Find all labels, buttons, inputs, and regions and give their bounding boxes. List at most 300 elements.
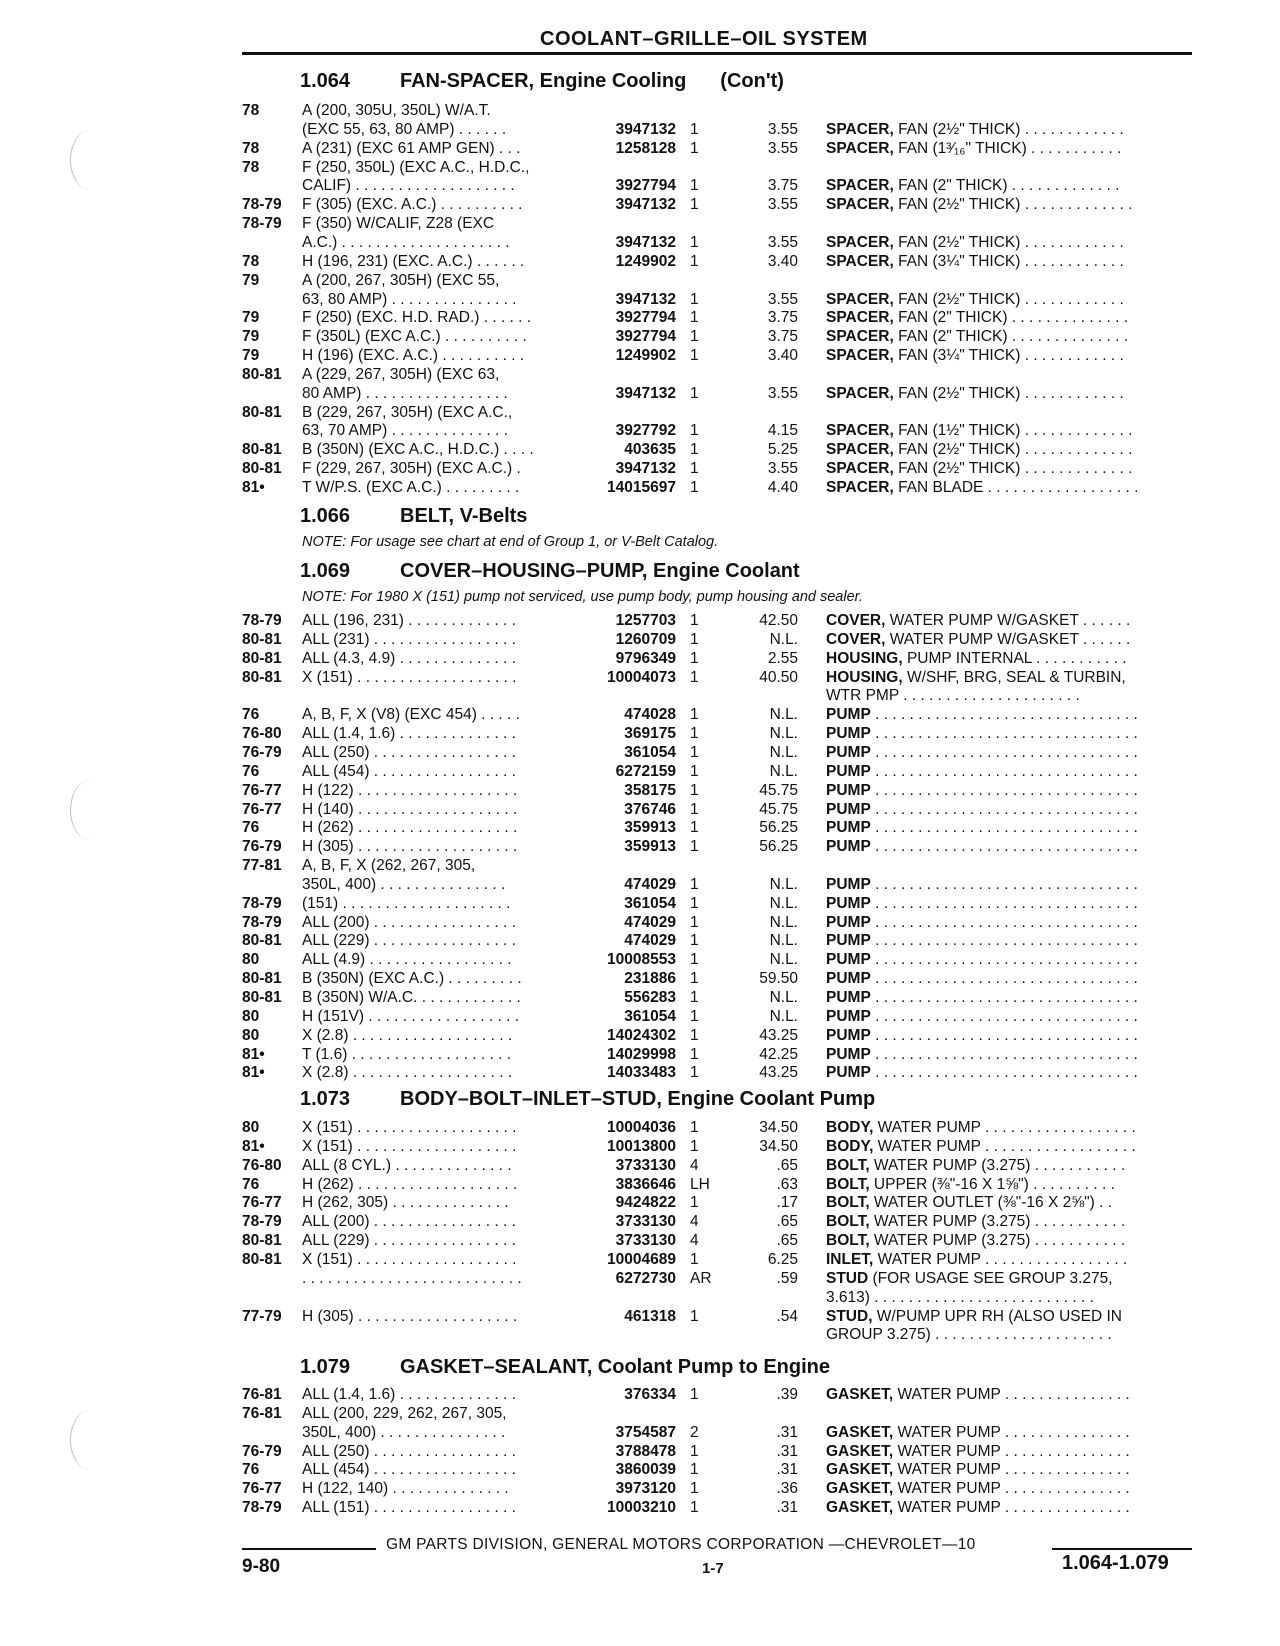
model-years: 81• — [242, 1064, 265, 1082]
price: 3.55 — [767, 196, 798, 214]
table-row — [0, 1045, 1280, 1065]
usage: ALL (250) . . . . . . . . . . . . . . . . . — [302, 1442, 516, 1460]
quantity: 1 — [690, 668, 699, 686]
description-detail: . . . . . . . . . . . . . . . . . . . . . . . . . . . . . . . — [870, 838, 1138, 856]
table-row — [0, 1250, 1280, 1270]
description-detail: . . . . . . . . . . . . . . . . . . . . . . . . . . . . . . . — [870, 1007, 1138, 1025]
part-number: 3754587 — [615, 1423, 676, 1441]
model-years: 81• — [242, 1045, 265, 1063]
quantity: 1 — [690, 951, 699, 969]
table-row — [0, 365, 1280, 385]
usage: A (231) (EXC 61 AMP GEN) . . . — [302, 139, 521, 157]
description-keyword: INLET, — [826, 1250, 874, 1268]
part-number: 369175 — [624, 725, 676, 743]
quantity: 1 — [690, 177, 699, 195]
model-years: 80 — [242, 1007, 260, 1025]
usage: B (350N) W/A.C. . . . . . . . . . . . . — [302, 989, 521, 1006]
price: .65 — [776, 1213, 798, 1231]
description-keyword: HOUSING, — [826, 668, 903, 686]
part-number: 9796349 — [615, 649, 676, 667]
usage: (EXC 55, 63, 80 AMP) . . . . . . — [302, 120, 507, 138]
table-row — [0, 290, 1280, 310]
price: N.L. — [769, 989, 798, 1006]
description — [826, 1063, 1192, 1083]
usage: ALL (8 CYL.) . . . . . . . . . . . . . . — [302, 1156, 512, 1174]
quantity: 1 — [690, 1442, 699, 1460]
table-row — [0, 233, 1280, 253]
description-keyword: PUMP — [826, 894, 871, 912]
price: 56.25 — [759, 838, 798, 856]
model-years: 76-77 — [242, 781, 282, 799]
part-number: 14024302 — [607, 1026, 676, 1044]
description — [826, 1212, 1192, 1232]
description — [826, 1307, 1192, 1327]
usage: . . . . . . . . . . . . . . . . . . . . . . . . . . — [302, 1269, 522, 1287]
section-header — [300, 1356, 830, 1379]
price: 5.25 — [767, 441, 798, 459]
description — [826, 1385, 1192, 1405]
description — [826, 705, 1192, 725]
description-keyword: SPACER, — [826, 290, 894, 308]
footer-page-number: 1-7 — [702, 1560, 724, 1577]
part-number: 1260709 — [615, 630, 676, 648]
description — [826, 384, 1192, 404]
description-keyword: GASKET, — [826, 1423, 894, 1441]
description-keyword: PUMP — [826, 875, 871, 893]
quantity: 4 — [690, 1232, 699, 1250]
description-detail: . . . . . . . . . . . . . . . . . . . . . . . . . . . . . . . — [870, 819, 1138, 837]
description-keyword: HOUSING, — [826, 649, 903, 667]
model-years: 80 — [242, 1119, 260, 1136]
description-detail: PUMP INTERNAL . . . . . . . . . . . — [902, 649, 1127, 667]
price: .65 — [776, 1156, 798, 1174]
description-keyword: GASKET, — [826, 1442, 894, 1460]
page-title: COOLANT–GRILLE–OIL SYSTEM — [540, 28, 868, 50]
part-number: 3836646 — [615, 1175, 676, 1193]
description-detail: 3.613) . . . . . . . . . . . . . . . . . . . . . . . . . . — [826, 1288, 1094, 1306]
description-keyword: STUD — [826, 1269, 869, 1287]
part-number: 1258128 — [615, 139, 676, 157]
table-row — [0, 1026, 1280, 1046]
price: 45.75 — [759, 781, 798, 799]
description-keyword: SPACER, — [826, 139, 894, 157]
table-row — [0, 101, 1280, 121]
table-row — [0, 440, 1280, 460]
part-number: 10008553 — [607, 951, 676, 969]
description-detail: . . . . . . . . . . . . . . . . . . . . . . . . . . . . . . . — [870, 725, 1138, 743]
description — [826, 781, 1192, 801]
part-number: 361054 — [624, 894, 676, 912]
description — [826, 1460, 1192, 1480]
table-row — [0, 649, 1280, 669]
model-years: 80-81 — [242, 1250, 282, 1268]
description-detail: FAN (2" THICK) . . . . . . . . . . . . . . — [893, 328, 1129, 346]
model-years: 76 — [242, 1461, 260, 1479]
header-rule — [242, 52, 1192, 55]
price: 4.15 — [767, 422, 798, 440]
description-detail: (FOR USAGE SEE GROUP 3.275, — [868, 1269, 1113, 1287]
usage: B (229, 267, 305H) (EXC A.C., — [302, 403, 513, 421]
model-years: 80-81 — [242, 649, 282, 667]
description — [826, 668, 1192, 688]
description — [826, 1498, 1192, 1518]
quantity: 1 — [690, 1480, 699, 1498]
part-number: 3947132 — [615, 384, 676, 402]
price: 3.40 — [767, 252, 798, 270]
description-detail: . . . . . . . . . . . . . . . . . . . . . . . . . . . . . . . — [870, 706, 1138, 724]
description — [826, 176, 1192, 196]
part-number: 474029 — [624, 875, 676, 893]
quantity: 1 — [690, 819, 699, 837]
part-number: 231886 — [624, 970, 676, 988]
quantity: 1 — [690, 649, 699, 667]
quantity: 1 — [690, 252, 699, 270]
usage: H (196) (EXC. A.C.) . . . . . . . . . . — [302, 347, 525, 365]
price: 42.50 — [759, 612, 798, 629]
price: N.L. — [769, 875, 798, 893]
description-keyword: BOLT, — [826, 1194, 870, 1212]
description — [826, 459, 1192, 479]
price: 34.50 — [759, 1137, 798, 1155]
description-detail: . . . . . . . . . . . . . . . . . . . . . . . . . . . . . . . — [870, 913, 1138, 931]
model-years: 78-79 — [242, 913, 282, 931]
price: 3.55 — [767, 290, 798, 308]
description-keyword: BOLT, — [826, 1156, 870, 1174]
description — [826, 421, 1192, 441]
table-row — [0, 1137, 1280, 1157]
quantity: 1 — [690, 139, 699, 157]
model-years: 80-81 — [242, 668, 282, 686]
quantity: 2 — [690, 1423, 699, 1441]
part-number: 361054 — [624, 1007, 676, 1025]
price: N.L. — [769, 913, 798, 931]
description-detail: . . . . . . . . . . . . . . . . . . . . . . . . . . . . . . . — [870, 762, 1138, 780]
usage: X (151) . . . . . . . . . . . . . . . . . . . — [302, 1119, 517, 1136]
model-years: 80-81 — [242, 365, 282, 383]
usage: F (350L) (EXC A.C.) . . . . . . . . . . — [302, 328, 527, 346]
part-number: 10004036 — [607, 1119, 676, 1136]
quantity: 1 — [690, 913, 699, 931]
part-number: 6272730 — [615, 1269, 676, 1287]
description-keyword: SPACER, — [826, 309, 894, 327]
description-detail: UPPER (⅜"-16 X 1⅝") . . . . . . . . . . — [869, 1175, 1115, 1193]
table-row — [0, 1118, 1280, 1138]
quantity: 1 — [690, 441, 699, 459]
part-number: 14033483 — [607, 1064, 676, 1082]
description — [826, 630, 1192, 650]
price: 43.25 — [759, 1026, 798, 1044]
model-years: 76 — [242, 1175, 260, 1193]
table-row — [0, 252, 1280, 272]
part-number: 9424822 — [615, 1194, 676, 1212]
description-keyword: PUMP — [826, 781, 871, 799]
part-number: 1257703 — [615, 612, 676, 629]
model-years: 76-77 — [242, 800, 282, 818]
description-detail: FAN BLADE . . . . . . . . . . . . . . . . . . — [893, 479, 1139, 496]
model-years: 78-79 — [242, 894, 282, 912]
description — [826, 252, 1192, 272]
description — [826, 1231, 1192, 1251]
price: 6.25 — [767, 1250, 798, 1268]
quantity: 1 — [690, 347, 699, 365]
quantity: 1 — [690, 612, 699, 629]
description-detail: WATER PUMP . . . . . . . . . . . . . . . — [893, 1423, 1130, 1441]
description-detail: WATER PUMP . . . . . . . . . . . . . . . — [893, 1480, 1130, 1498]
table-row — [0, 781, 1280, 801]
part-number: 474028 — [624, 706, 676, 724]
table-row — [0, 913, 1280, 933]
model-years: 76 — [242, 819, 260, 837]
section-title: BELT, V-Belts — [400, 505, 528, 527]
price: 40.50 — [759, 668, 798, 686]
price: N.L. — [769, 1007, 798, 1025]
part-number: 376334 — [624, 1386, 676, 1403]
description-detail: . . . . . . . . . . . . . . . . . . . . . . . . . . . . . . . — [870, 1026, 1138, 1044]
description-keyword: PUMP — [826, 725, 871, 743]
part-number: 361054 — [624, 743, 676, 761]
usage: ALL (229) . . . . . . . . . . . . . . . . . — [302, 1232, 516, 1250]
description — [826, 686, 1192, 706]
table-row — [0, 1325, 1280, 1345]
description-detail: . . . . . . . . . . . . . . . . . . . . . . . . . . . . . . . — [870, 875, 1138, 893]
model-years: 78-79 — [242, 196, 282, 214]
price: 34.50 — [759, 1119, 798, 1136]
usage: ALL (250) . . . . . . . . . . . . . . . . . — [302, 743, 516, 761]
price: 3.55 — [767, 233, 798, 251]
model-years: 79 — [242, 328, 260, 346]
table-row — [0, 421, 1280, 441]
footer-rule — [242, 1548, 376, 1550]
price: 3.40 — [767, 347, 798, 365]
table-row — [0, 1063, 1280, 1083]
description-keyword: SPACER, — [826, 120, 894, 138]
description — [826, 1193, 1192, 1213]
table-row — [0, 120, 1280, 140]
footer-rule — [1052, 1548, 1192, 1550]
description-keyword: SPACER, — [826, 422, 894, 440]
usage: 350L, 400) . . . . . . . . . . . . . . . — [302, 875, 506, 893]
description-detail: FAN (3¼" THICK) . . . . . . . . . . . . — [893, 347, 1124, 365]
description — [826, 1250, 1192, 1270]
description-detail: FAN (2½" THICK) . . . . . . . . . . . . — [893, 384, 1124, 402]
price: .31 — [776, 1442, 798, 1460]
description-detail: . . . . . . . . . . . . . . . . . . . . . . . . . . . . . . . — [870, 932, 1138, 950]
description-keyword: SPACER, — [826, 233, 894, 251]
usage: ALL (4.9) . . . . . . . . . . . . . . . . . — [302, 951, 512, 969]
quantity: LH — [690, 1175, 710, 1193]
description — [826, 894, 1192, 914]
price: 3.55 — [767, 384, 798, 402]
usage: 350L, 400) . . . . . . . . . . . . . . . — [302, 1423, 506, 1441]
usage: ALL (454) . . . . . . . . . . . . . . . . . — [302, 1461, 516, 1479]
description — [826, 1175, 1192, 1195]
price: .54 — [776, 1307, 798, 1325]
model-years: 80-81 — [242, 932, 282, 950]
description-detail: . . . . . . . . . . . . . . . . . . . . . . . . . . . . . . . — [870, 894, 1138, 912]
description-detail: FAN (1½" THICK) . . . . . . . . . . . . . — [893, 422, 1133, 440]
description — [826, 611, 1192, 631]
price: 4.40 — [767, 479, 798, 496]
description — [826, 308, 1192, 328]
model-years: 76 — [242, 762, 260, 780]
usage: ALL (1.4, 1.6) . . . . . . . . . . . . . . — [302, 725, 516, 743]
description-detail: WATER PUMP W/GASKET . . . . . . — [885, 612, 1131, 629]
description — [826, 1137, 1192, 1157]
description — [826, 1479, 1192, 1499]
table-row — [0, 1404, 1280, 1424]
description-keyword: PUMP — [826, 743, 871, 761]
description-detail: . . . . . . . . . . . . . . . . . . . . . . . . . . . . . . . — [870, 1064, 1138, 1082]
description-detail: WATER PUMP (3.275) . . . . . . . . . . . — [869, 1213, 1126, 1231]
description-keyword: SPACER, — [826, 196, 894, 214]
quantity: 1 — [690, 1137, 699, 1155]
price: 3.75 — [767, 328, 798, 346]
part-number: 3947132 — [615, 290, 676, 308]
usage: ALL (454) . . . . . . . . . . . . . . . . . — [302, 762, 516, 780]
table-row — [0, 668, 1280, 688]
usage: ALL (200, 229, 262, 267, 305, — [302, 1404, 507, 1422]
model-years: 78 — [242, 102, 260, 119]
price: .59 — [776, 1269, 798, 1287]
description — [826, 233, 1192, 253]
table-row — [0, 800, 1280, 820]
usage: A.C.) . . . . . . . . . . . . . . . . . . . . — [302, 233, 510, 251]
part-number: 3947132 — [615, 460, 676, 478]
quantity: 1 — [690, 1045, 699, 1063]
part-number: 3733130 — [615, 1232, 676, 1250]
model-years: 78 — [242, 158, 260, 176]
description — [826, 969, 1192, 989]
model-years: 76 — [242, 706, 260, 724]
part-number: 3733130 — [615, 1213, 676, 1231]
description-detail: . . . . . . . . . . . . . . . . . . . . . . . . . . . . . . . — [870, 800, 1138, 818]
quantity: 4 — [690, 1156, 699, 1174]
table-row — [0, 1156, 1280, 1176]
usage: H (151V) . . . . . . . . . . . . . . . . . . — [302, 1007, 520, 1025]
part-number: 3947132 — [615, 196, 676, 214]
description — [826, 440, 1192, 460]
price: 59.50 — [759, 970, 798, 988]
usage: ALL (200) . . . . . . . . . . . . . . . . . — [302, 913, 516, 931]
section-title: COVER–HOUSING–PUMP, Engine Coolant — [400, 560, 800, 582]
quantity: 1 — [690, 989, 699, 1006]
usage: X (151) . . . . . . . . . . . . . . . . . . . — [302, 1250, 517, 1268]
quantity: 1 — [690, 630, 699, 648]
table-row — [0, 724, 1280, 744]
model-years: 76-79 — [242, 743, 282, 761]
price: 43.25 — [759, 1064, 798, 1082]
quantity: 1 — [690, 1250, 699, 1268]
table-row — [0, 327, 1280, 347]
model-years: 76-80 — [242, 1156, 282, 1174]
description-keyword: BODY, — [826, 1137, 874, 1155]
part-number: 6272159 — [615, 762, 676, 780]
quantity: 1 — [690, 1386, 699, 1403]
description-keyword: GASKET, — [826, 1480, 894, 1498]
description — [826, 1269, 1192, 1289]
description-keyword: PUMP — [826, 970, 871, 988]
description-keyword: BOLT, — [826, 1232, 870, 1250]
quantity: 1 — [690, 1064, 699, 1082]
description-detail: WATER PUMP . . . . . . . . . . . . . . . — [893, 1442, 1130, 1460]
description-keyword: SPACER, — [826, 441, 894, 459]
section-title: GASKET–SEALANT, Coolant Pump to Engine — [400, 1356, 831, 1378]
description-detail: WATER PUMP (3.275) . . . . . . . . . . . — [869, 1232, 1126, 1250]
description-keyword: SPACER, — [826, 347, 894, 365]
table-row — [0, 346, 1280, 366]
model-years: 79 — [242, 309, 260, 327]
usage: X (151) . . . . . . . . . . . . . . . . . . . — [302, 668, 517, 686]
table-row — [0, 988, 1280, 1008]
description-detail: W/SHF, BRG, SEAL & TURBIN, — [902, 668, 1126, 686]
section-header — [300, 70, 784, 93]
table-row — [0, 743, 1280, 763]
description-keyword: GASKET, — [826, 1499, 894, 1517]
description-keyword: PUMP — [826, 800, 871, 818]
model-years: 79 — [242, 271, 260, 289]
part-number: 14015697 — [607, 479, 676, 496]
description-detail: FAN (2½" THICK) . . . . . . . . . . . . — [893, 233, 1124, 251]
quantity: 1 — [690, 762, 699, 780]
usage: F (305) (EXC. A.C.) . . . . . . . . . . — [302, 196, 523, 214]
usage: ALL (200) . . . . . . . . . . . . . . . . . — [302, 1213, 516, 1231]
part-number: 1249902 — [615, 347, 676, 365]
section-header — [300, 560, 800, 583]
description-keyword: PUMP — [826, 1007, 871, 1025]
quantity: 1 — [690, 706, 699, 724]
usage: H (140) . . . . . . . . . . . . . . . . . . . — [302, 800, 518, 818]
footer-date: 9-80 — [242, 1556, 281, 1577]
description — [826, 346, 1192, 366]
usage: A (229, 267, 305H) (EXC 63, — [302, 365, 500, 383]
usage: A, B, F, X (V8) (EXC 454) . . . . . — [302, 706, 520, 724]
description-detail: WATER PUMP . . . . . . . . . . . . . . . — [893, 1499, 1130, 1517]
model-years: 77-79 — [242, 1307, 282, 1325]
usage: ALL (151) . . . . . . . . . . . . . . . . . — [302, 1499, 516, 1517]
part-number: 474029 — [624, 932, 676, 950]
price: N.L. — [769, 951, 798, 969]
usage: H (122) . . . . . . . . . . . . . . . . . . . — [302, 781, 518, 799]
description — [826, 290, 1192, 310]
usage: H (196, 231) (EXC. A.C.) . . . . . . — [302, 252, 525, 270]
quantity: 1 — [690, 120, 699, 138]
model-years: 80-81 — [242, 403, 282, 421]
quantity: 1 — [690, 233, 699, 251]
quantity: 1 — [690, 970, 699, 988]
model-years: 76-81 — [242, 1386, 282, 1403]
description — [826, 913, 1192, 933]
description-detail: WATER OUTLET (⅜"-16 X 2⅝") . . — [869, 1194, 1113, 1212]
part-number: 403635 — [624, 441, 676, 459]
description-detail: WATER PUMP W/GASKET . . . . . . — [885, 630, 1131, 648]
description — [826, 1118, 1192, 1138]
part-number: 3947132 — [615, 120, 676, 138]
usage: H (262, 305) . . . . . . . . . . . . . . — [302, 1194, 509, 1212]
description-keyword: GASKET, — [826, 1386, 894, 1403]
usage: ALL (231) . . . . . . . . . . . . . . . . . — [302, 630, 516, 648]
description-keyword: SPACER, — [826, 460, 894, 478]
description — [826, 1156, 1192, 1176]
description-keyword: STUD, — [826, 1307, 873, 1325]
description-detail: FAN (2½" THICK) . . . . . . . . . . . . — [893, 120, 1124, 138]
description — [826, 139, 1192, 159]
table-row — [0, 478, 1280, 498]
quantity: AR — [690, 1269, 712, 1287]
section-continued: (Con't) — [720, 70, 784, 92]
price: 3.75 — [767, 177, 798, 195]
description-keyword: PUMP — [826, 762, 871, 780]
section-number: 1.064 — [300, 70, 351, 92]
